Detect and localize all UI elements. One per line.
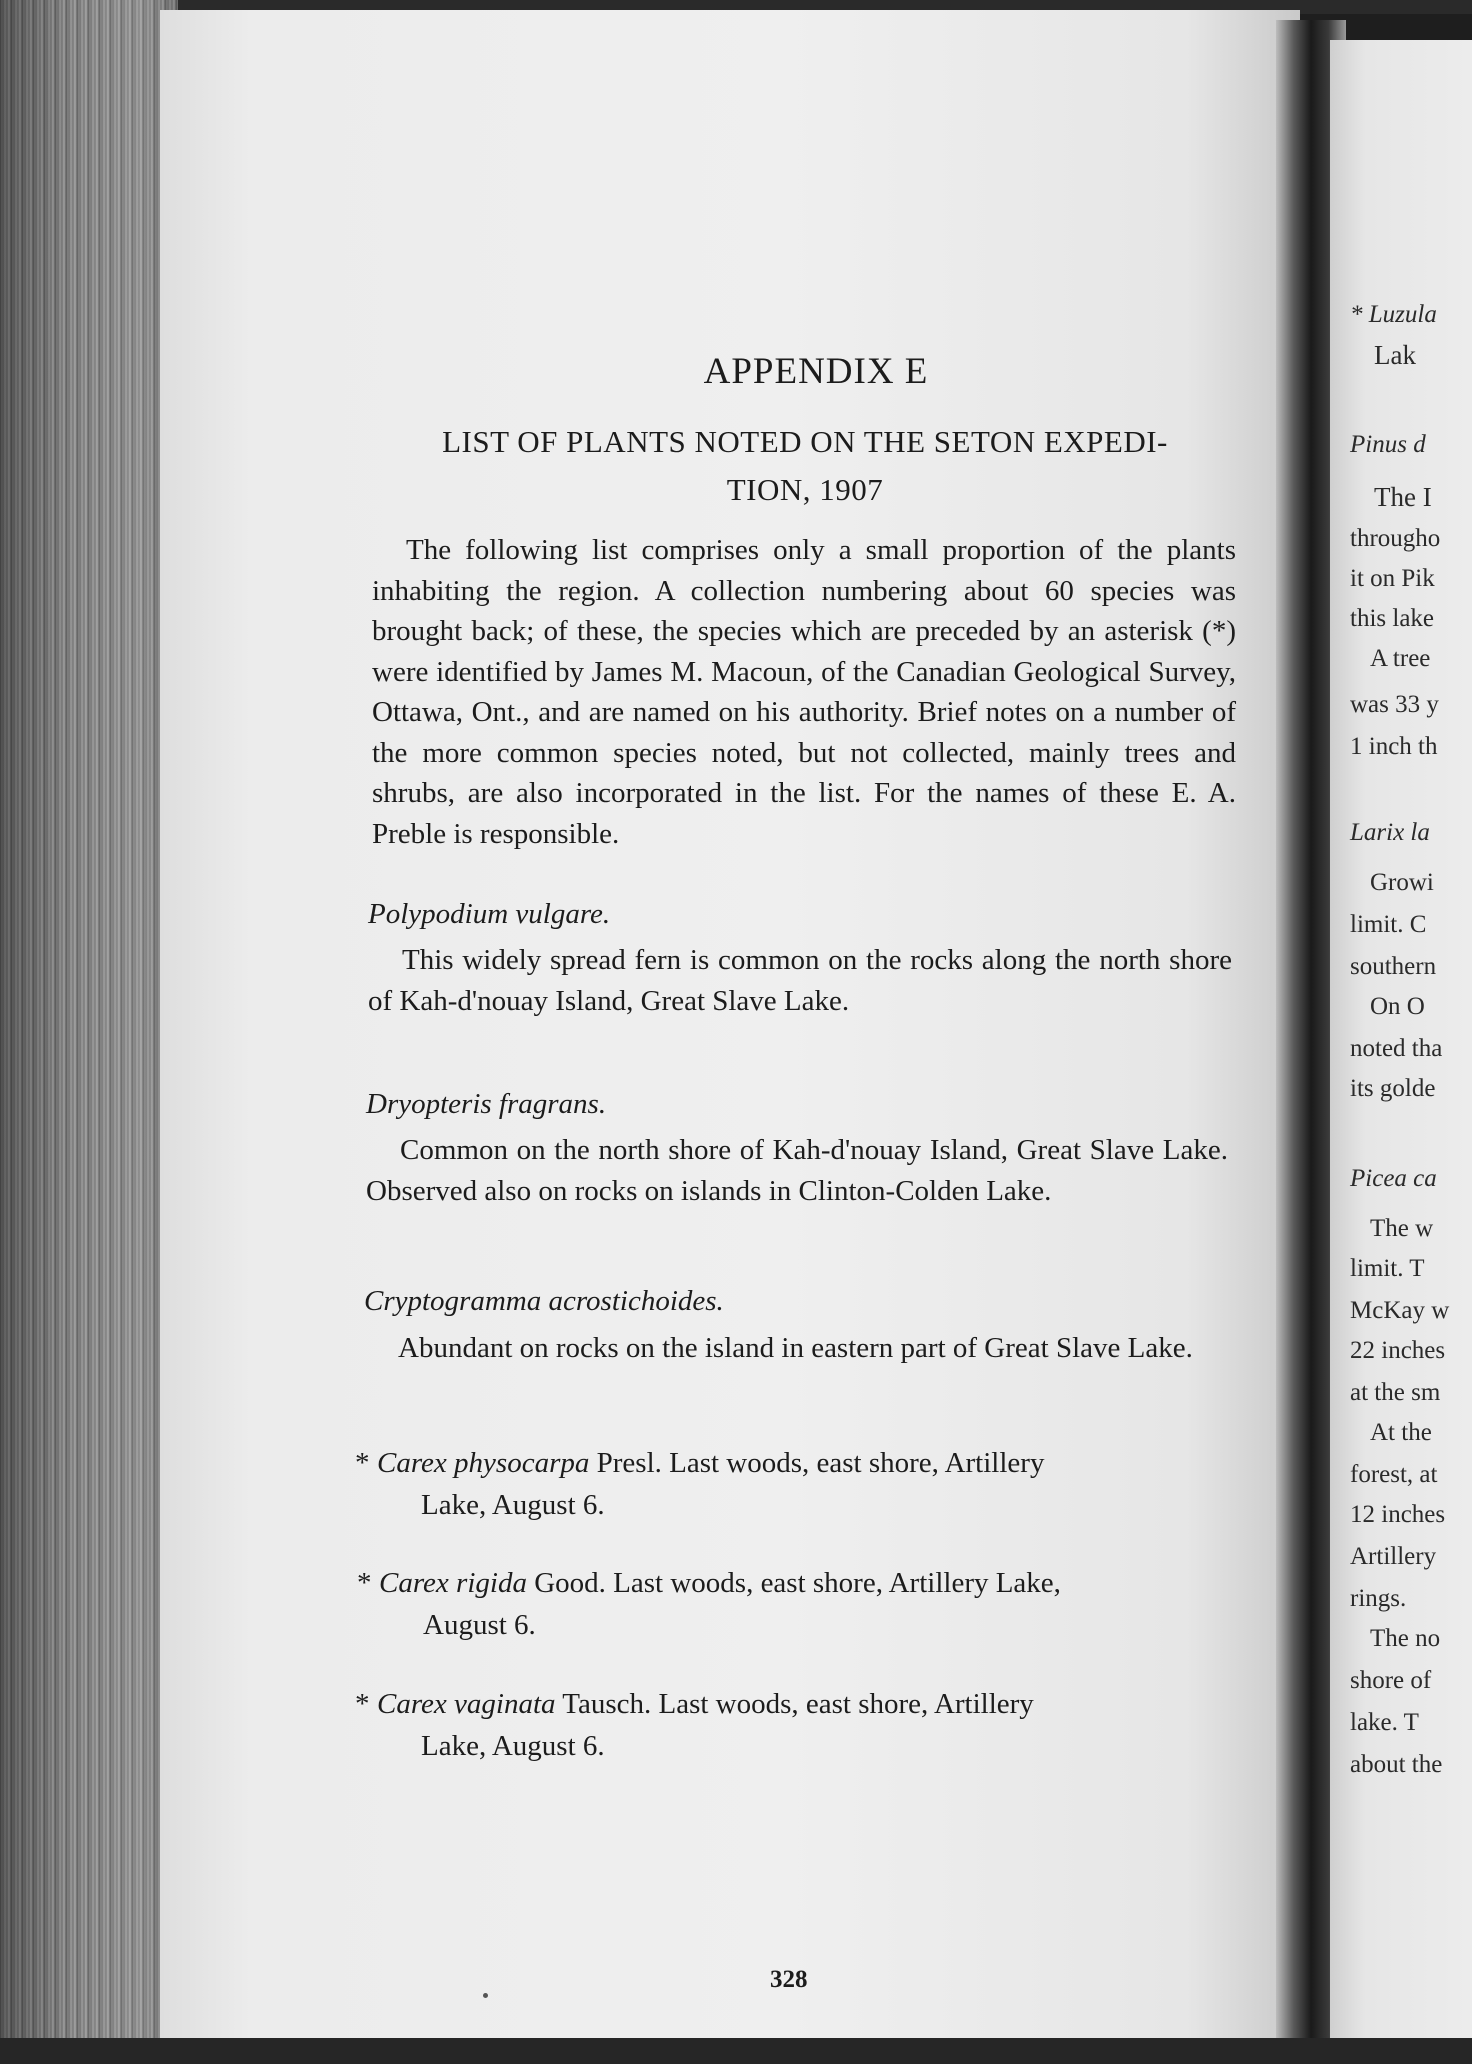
right-fragment-line: The no <box>1370 1625 1441 1652</box>
right-fragment-line: southern <box>1350 953 1437 980</box>
species-heading: Dryopteris fragrans. <box>366 1088 607 1120</box>
right-fragment-line: its golde <box>1350 1075 1436 1102</box>
right-fragment-line: At the <box>1370 1419 1432 1446</box>
asterisk-marker: * <box>355 1447 370 1479</box>
species-note-continued: Lake, August 6. <box>421 1489 605 1521</box>
species-entry <box>355 1683 1235 1767</box>
right-fragment-line: Artillery <box>1350 1543 1437 1570</box>
right-fragment-line: Larix la <box>1350 819 1430 846</box>
species-description-text: Common on the north shore of Kah-d'nouay Island, Great Slave Lake. Observed also on rocks on islands in Clinton-Colden Lake. <box>366 1134 1228 1207</box>
right-fragment-line: A tree <box>1370 645 1431 672</box>
species-entry <box>357 1562 1237 1646</box>
species-heading: Polypodium vulgare. <box>368 898 611 930</box>
right-fragment-line: Pinus d <box>1350 431 1426 458</box>
right-fragment-line: rings. <box>1350 1585 1407 1612</box>
right-fragment-line: 22 inches <box>1350 1337 1446 1364</box>
right-fragment-line: * Luzula <box>1350 301 1437 328</box>
right-fragment-line: at the sm <box>1350 1379 1441 1406</box>
right-fragment-line: forest, at <box>1350 1461 1438 1488</box>
species-note: Last woods, east shore, Artillery Lake, <box>613 1567 1061 1599</box>
right-fragment-line: limit. T <box>1350 1255 1425 1282</box>
right-fragment-line: this lake <box>1350 605 1435 632</box>
right-fragment-line: was 33 y <box>1350 691 1439 718</box>
scan-bottom-border <box>0 2038 1472 2064</box>
book-page-edges <box>0 0 178 2064</box>
species-note: Last woods, east shore, Artillery <box>669 1447 1045 1479</box>
right-fragment-line: 1 inch th <box>1350 733 1438 760</box>
right-page-fragment <box>1330 40 1472 2040</box>
species-entry <box>355 1442 1235 1526</box>
species-author: Presl. <box>589 1447 670 1479</box>
species-description <box>368 940 1232 1021</box>
right-fragment-line: The w <box>1370 1215 1434 1242</box>
species-description <box>364 1328 1222 1369</box>
right-fragment-line: On O <box>1370 993 1425 1020</box>
page-number: 328 <box>770 1966 808 1993</box>
species-note-continued: Lake, August 6. <box>421 1730 605 1762</box>
ink-speck <box>483 1993 488 1998</box>
species-author: Tausch. <box>555 1688 659 1720</box>
species-name: Carex rigida <box>379 1567 527 1599</box>
species-name: Carex vaginata <box>377 1688 556 1720</box>
list-title-line-1: LIST OF PLANTS NOTED ON THE SETON EXPEDI- <box>442 424 1168 459</box>
intro-paragraph <box>372 530 1236 854</box>
right-fragment-line: Lak <box>1374 340 1416 370</box>
right-fragment-line: limit. C <box>1350 911 1427 938</box>
species-author: Good. <box>526 1567 614 1599</box>
species-note: Last woods, east shore, Artillery <box>658 1688 1034 1720</box>
right-fragment-line: 12 inches <box>1350 1501 1446 1528</box>
right-fragment-line: it on Pik <box>1350 565 1435 592</box>
right-fragment-line: shore of <box>1350 1667 1432 1694</box>
species-heading: Cryptogramma acrostichoides. <box>364 1285 724 1317</box>
right-fragment-line: McKay w <box>1350 1297 1450 1324</box>
appendix-title: APPENDIX E <box>703 351 929 392</box>
right-fragment-line: Growi <box>1370 869 1434 896</box>
right-fragment-line: about the <box>1350 1751 1443 1778</box>
right-fragment-line: The I <box>1374 482 1432 512</box>
species-description-text: Abundant on rocks on the island in eastern part of Great Slave Lake. <box>398 1332 1193 1364</box>
right-fragment-line: noted tha <box>1350 1035 1443 1062</box>
right-fragment-line: lake. T <box>1350 1709 1419 1736</box>
list-title <box>370 418 1240 514</box>
species-description-text: This widely spread fern is common on the rocks along the north shore of Kah-d'nouay Island, Great Slave Lake. <box>368 944 1232 1017</box>
species-description <box>366 1130 1228 1211</box>
right-fragment-line: Picea ca <box>1350 1165 1437 1192</box>
intro-paragraph-text: The following list comprises only a small proportion of the plants inhabiting the region. A collection numbering about 60 species was brought back; of these, the species which are preceded by an asterisk (*) were identified by James M. Macoun, of the Canadian Geological Survey, Ottawa, Ont., and are named on his authority. Brief notes on a number of the more common species noted, but not collected, mainly trees and shrubs, are also incorporated in the list. For the names of these E. A. Preble is responsible. <box>372 534 1236 850</box>
asterisk-marker: * <box>355 1688 370 1720</box>
species-note-continued: August 6. <box>423 1609 536 1641</box>
asterisk-marker: * <box>357 1567 372 1599</box>
species-name: Carex physocarpa <box>377 1447 590 1479</box>
list-title-line-2: TION, 1907 <box>726 472 884 507</box>
right-fragment-line: througho <box>1350 525 1441 552</box>
